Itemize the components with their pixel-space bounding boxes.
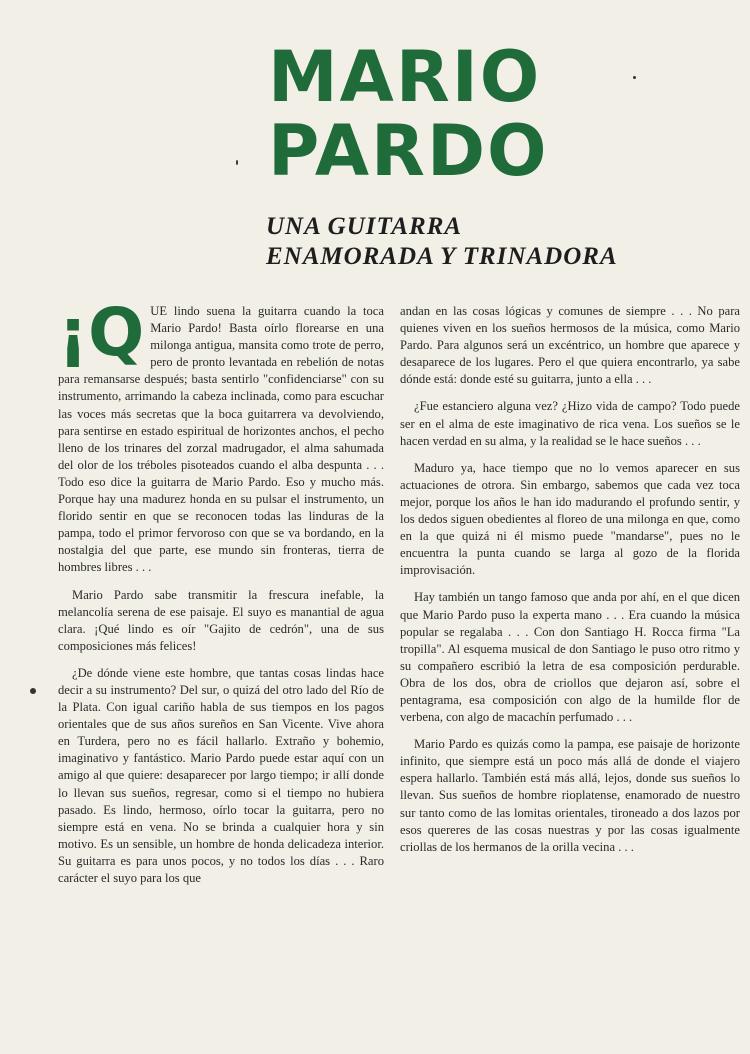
print-speck [633,76,636,79]
print-speck [236,160,238,165]
print-speck [30,688,36,694]
paragraph: andan en las cosas lógicas y comunes de siempre . . . No para quienes viven en los sueños hermosos de la música, como Mario Pardo. Para algunos será un excéntrico, un hombre que aparece y desaparece de los lugares. Pero el que quiera encontrarlo, ya sabe dónde está: donde esté su guitarra, junto a ella . . . [400,304,740,387]
article-title [268,36,549,192]
paragraph: ¿De dónde viene este hombre, que tantas cosas lindas hace decir a su instrumento? Del sur, o quizá del otro lado del Río de la Plata. Con igual cariño habla de sus tiempos en los pagos orientales que de sus años sureños en San Vicente. Vive ahora en Turdera, pero no es fácil hallarlo. Extraño y bohemio, imaginativo y fantástico. Mario Pardo puede estar aquí con un amigo al que quiere: desaparecer por largo tiempo; ir allí donde lo llevan sus sueños, regresar, como si el tiempo no hubiera pasado. Es lindo, hermoso, oírlo tocar la guitarra, pero no siempre está en vena. No se brinda a cualquier hora y sin motivo. Es un sensible, un hombre de honda delicadeza interior. Su guitarra es para unos pocos, y no todos los días . . . Raro carácter el suyo para los que [58,665,384,885]
drop-cap: ¡Q [58,294,145,371]
paragraph: Mario Pardo es quizás como la pampa, ese paisaje de horizonte infinito, que siempre está un poco más allá de donde el viajero espera hallarlo. También está más allá, lejos, donde sus sueños lo llevan. Sus sueños de hombre rioplatense, enamorado de nuestro sur tanto como de las lomitas orientales, tironeado a dos lazos por esos quereres de las cosas nuestras y por las cosas igualmente criollas de los hermanos de la orilla vecina . . . [400,737,740,854]
left-column [58,294,384,897]
subtitle-line-2: ENAMORADA Y TRINADORA [266,243,618,270]
paragraph: Hay también un tango famoso que anda por ahí, en el que dicen que Mario Pardo puso la experta mano . . . Era cuando la música popular se regalaba . . . Con don Santiago H. Rocca firma "La tropilla". Al esquema musical de don Santiago le puso otro ritmo y su compañero escribió la letra de esa composición perdurable. Obra de los dos, obra de criollos que dejaron así, sobre el pentagrama, esa composición con algo de la humilde flor de verbena, con algo de macachín perfumado . . . [400,590,740,725]
paragraph: Maduro ya, hace tiempo que no lo vemos aparecer en sus actuaciones de otrora. Sin embargo, sabemos que cada vez toca mejor, porque los años le han ido madurando el profundo sentir, y los dedos siguen obedientes al floreo de una milonga en que, como en la que quizá ni él mismo puede "mandarse", pues no le encuentra la punta cuando se larga al gozo de la florida improvisación. [400,460,740,578]
subtitle-line-1: UNA GUITARRA [266,213,463,240]
title-line-2: PARDO [268,110,549,192]
paragraph: Mario Pardo sabe transmitir la frescura inefable, la melancolía serena de ese paisaje. El suyo es manantial de agua clara. ¡Qué lindo es oír "Gajito de cedrón", una de sus composiciones más felices! [58,587,384,653]
right-column [400,303,740,866]
paragraph [58,294,384,577]
title-line-1: MARIO [268,36,542,118]
article-subtitle [266,212,618,272]
paragraph: ¿Fue estanciero alguna vez? ¿Hizo vida de campo? Todo puede ser en el alma de este imaginativo de rica vena. Los sueños se le hacen verdad en su alma, y la realidad se le hace sueños . . . [400,399,740,448]
paragraph-text: UE lindo suena la guitarra cuando la toca Mario Pardo! Basta oírlo florearse en una milonga antigua, mansita como trote de perro, pero de pronto levantada en rebelión de notas para remansarse después; basta sentirlo "confidenciarse" con su instrumento, arrimando la cabeza inclinada, como para escuchar las voces más secretas que la boca guitarrera va devolviendo, para sentirse en estado espiritual de horizontes anchos, el pecho lleno de los trinares del zorzal madrugador, el alma sahumada del olor de los tréboles pisoteados cuando el alba despunta . . . Todo eso dice la guitarra de Mario Pardo. Eso y mucho más. Porque hay una madurez honda en su pulsar el instrumento, un florido sentir en que se reconocen todas las linduras de la pampa, todo el primor fervoroso con que se va bordando, en la nostalgia del que parte, ese mundo sin fronteras, tierra de hombres libres . . . [58,304,384,575]
